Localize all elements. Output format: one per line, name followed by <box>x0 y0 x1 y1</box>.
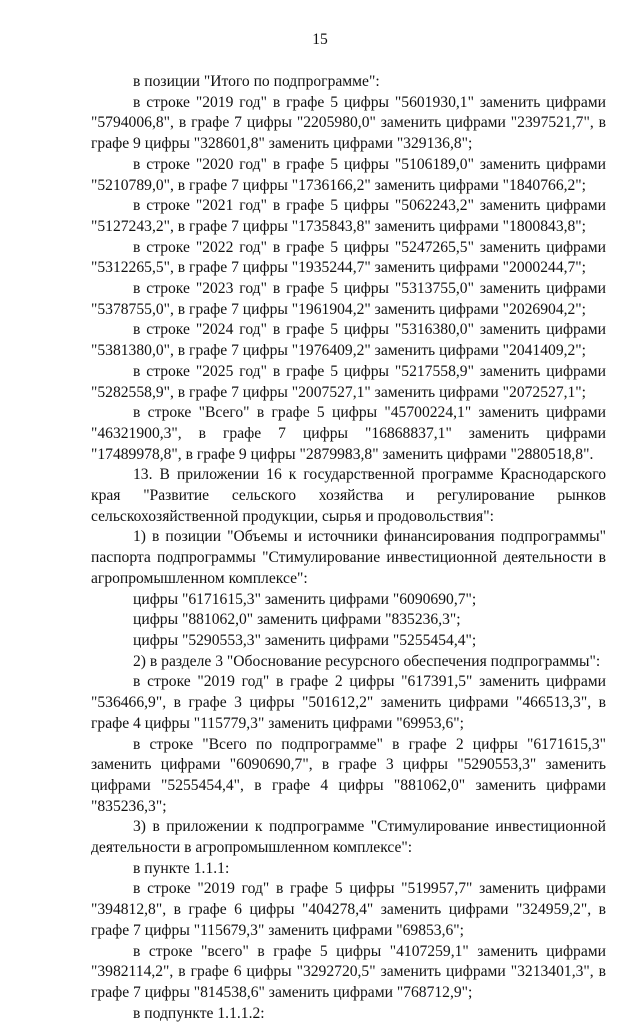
paragraph: в позиции "Итого по подпрограмме": <box>133 73 380 90</box>
paragraph: в строке "2023 год" в графе 5 цифры "5313755,0" заменить цифрами "5378755,0", в графе 7 цифры "1961904,2" заменить цифрами "2026904,2"; <box>91 280 606 318</box>
paragraph: цифры "881062,0" заменить цифрами "835236,3"; <box>133 611 461 629</box>
paragraph: в строке "2019 год" в графе 2 цифры "617391,5" заменить цифрами "536466,9", в графе 3 цифры "501612,2" заменить цифрами "466513,3", в графе 4 цифры "115779,3" заменить цифрами "69953,6"; <box>91 673 606 732</box>
paragraph: в пункте 1.1.1: <box>133 859 230 877</box>
paragraph: в строке "2021 год" в графе 5 цифры "5062243,2" заменить цифрами "5127243,2", в графе 7 цифры "1735843,8" заменить цифрами "1800843,8"; <box>91 197 606 235</box>
paragraph: в строке "2022 год" в графе 5 цифры "5247265,5" заменить цифрами "5312265,5", в графе 7 цифры "1935244,7" заменить цифрами "2000244,7"; <box>91 238 606 277</box>
paragraph: в строке "2020 год" в графе 5 цифры "5106189,0" заменить цифрами "5210789,0", в графе 7 цифры "1736166,2" заменить цифрами "1840766,2"; <box>91 155 606 194</box>
paragraph: 13. В приложении 16 к государственной программе Краснодарского края "Развитие сельского хозяйства и регулирование рынков сельскохозяйственной продукции, сырья и продовольствия": <box>91 466 606 525</box>
paragraph: в строке "2019 год" в графе 5 цифры "519957,7" заменить цифрами "394812,8", в графе 6 цифры "404278,4" заменить цифрами "324959,2", в графе 7 цифры "115679,3" заменить цифрами "69853,6"; <box>91 880 606 939</box>
paragraph: 3) в приложении к подпрограмме "Стимулирование инвестиционной деятельности в агропромышленном комплексе": <box>91 818 606 857</box>
paragraph: цифры "5290553,3" заменить цифрами "5255454,4"; <box>133 631 477 649</box>
paragraph: в строке "Всего" в графе 5 цифры "45700224,1" заменить цифрами "46321900,3", в графе 7 цифры "16868837,1" заменить цифрами "17489978,8", в графе 9 цифры "2879983,8" заменить цифрами "2880518,8". <box>91 404 606 463</box>
paragraph: в строке "2025 год" в графе 5 цифры "5217558,9" заменить цифрами "5282558,9", в графе 7 цифры "2007527,1" заменить цифрами "2072527,1"; <box>91 362 606 401</box>
paragraph: цифры "6171615,3" заменить цифрами "6090690,7"; <box>133 590 477 608</box>
paragraph: в подпункте 1.1.1.2: <box>133 1004 265 1022</box>
paragraph: 1) в позиции "Объемы и источники финансирования подпрограммы" паспорта подпрограммы "Стимулирование инвестиционной деятельности в агропромышленном комплексе": <box>91 528 606 587</box>
paragraph: в строке "2024 год" в графе 5 цифры "5316380,0" заменить цифрами "5381380,0", в графе 7 цифры "1976409,2" заменить цифрами "2041409,2"; <box>91 321 606 360</box>
page-number: 15 <box>312 31 328 48</box>
paragraph: 2) в разделе 3 "Обоснование ресурсного обеспечения подпрограммы": <box>133 652 601 670</box>
document-body <box>91 72 606 1024</box>
paragraph: в строке "2019 год" в графе 5 цифры "5601930,1" заменить цифрами "5794006,8", в графе 7 цифры "2205980,0" заменить цифрами "2397521,7", в графе 9 цифры "328601,8" заменить цифрами "329136,8"; <box>91 93 606 153</box>
paragraph: в строке "Всего по подпрограмме" в графе 2 цифры "6171615,3" заменить цифрами "6090690,7", в графе 3 цифры "5290553,3" заменить цифрами "5255454,4", в графе 4 цифры "881062,0" заменить цифрами "835236,3"; <box>91 735 606 815</box>
paragraph: в строке "всего" в графе 5 цифры "4107259,1" заменить цифрами "3982114,2", в графе 6 цифры "3292720,5" заменить цифрами "3213401,3", в графе 7 цифры "814538,6" заменить цифрами "768712,9"; <box>91 942 606 1001</box>
